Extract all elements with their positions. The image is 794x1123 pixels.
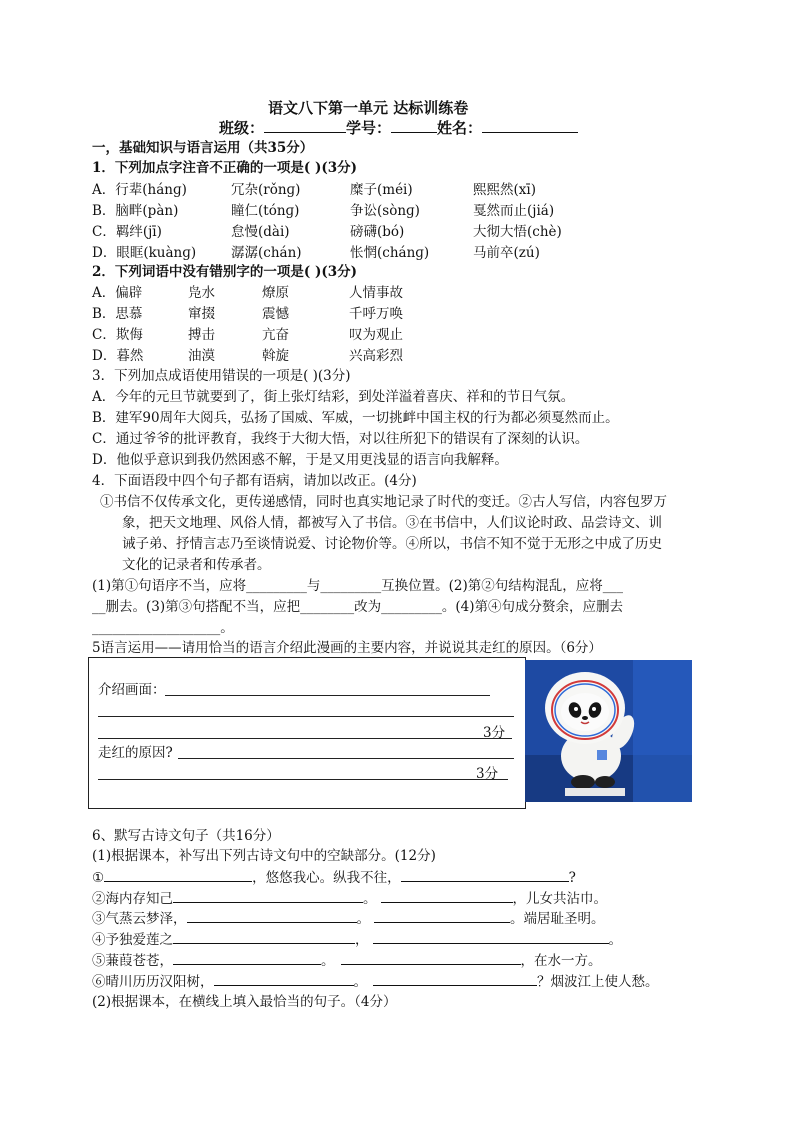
q1-option-cell: 戛然而止(jiá) [473,203,555,219]
q2-option-cell: A．偏辟 [92,285,143,301]
blank[interactable] [373,971,537,986]
q1-option-cell: 争讼(sònɡ) [350,203,420,219]
q1-option-cell: 马前卒(zú) [473,245,540,261]
intro-answer-line[interactable] [98,716,514,717]
q3-option-d: D．他似乎意识到我仍然困惑不解，于是又用更浅显的语言向我解释。 [92,452,508,468]
blank[interactable] [341,950,521,965]
q2-option-cell: 搏击 [188,327,215,343]
q1-stem: 1．下列加点字注音不正确的一项是( )(3分) [92,160,358,176]
blank[interactable] [374,908,510,923]
poem-line-prefix: ③气蒸云梦泽， [92,911,187,927]
q1-option-cell: A．行辈(hánɡ) [92,182,187,198]
q2-option-cell: 人情事故 [349,285,403,301]
q2-option-cell: 叹为观止 [349,327,403,343]
poem-line-prefix: ⑤蒹葭苍苍， [92,953,173,969]
poem-line-mid: 。 [356,911,370,927]
poem-line-end: 。 [608,932,622,948]
intro-answer-line[interactable] [165,695,490,696]
intro-score: 3分 [483,725,506,741]
q4-passage-line: ①书信不仅传承文化，更传递感情，同时也真实地记录了时代的变迁。②古人写信，内容包罗万 [100,494,667,510]
reason-score: 3分 [476,766,499,782]
q2-option-cell: 震憾 [262,306,289,322]
page-title: 语文八下第一单元 达标训练卷 [268,99,469,117]
q1-option-cell: 糜子(méi) [350,182,413,198]
q4-stem: 4．下面语段中四个句子都有语病，请加以改正。(4分) [92,473,417,489]
id-field[interactable] [391,118,437,133]
q3-stem: 3．下列加点成语使用错误的一项是( )(3分) [92,368,351,384]
blank[interactable] [214,971,354,986]
student-info [219,118,578,138]
q3-option-c: C．通过爷爷的批评教育，我终于大彻大悟，对以往所犯下的错误有了深刻的认识。 [92,431,589,447]
q4-answer-line: (1)第①句语序不当，应将_________与_________互换位置。(2)第②句结构混乱，应将___ [92,578,623,594]
q2-option-cell: 燎原 [262,285,289,301]
poem-line-mid: 。 [363,891,377,907]
poem-line-end: ? [568,870,576,886]
poem-line-mid: ， [355,932,369,948]
q1-option-cell: 熙熙然(xī) [473,182,536,198]
q4-answer-line: ___________________。 [92,620,234,636]
poem-line-prefix: ④予独爱莲之 [92,932,173,948]
name-field[interactable] [482,118,578,133]
q2-option-cell: D．暮然 [92,348,144,364]
q2-option-cell: B．思慕 [92,306,143,322]
q1-option-cell: 怠慢(dài) [231,224,290,240]
section1-heading: 一，基础知识与语言运用（共35分） [92,140,314,156]
poem-line-3 [92,908,605,929]
class-label: 班级： [219,119,265,137]
q2-option-cell: 斡旋 [262,348,289,364]
poem-line-end: ，在水一方。 [520,953,602,969]
q6-heading: 6、默写古诗文句子（共16分） [92,828,280,844]
q1-option-cell: C．羁绊(jī) [92,224,162,240]
q1-option-cell: 瞳仁(tónɡ) [231,203,300,219]
blank[interactable] [187,908,357,923]
q2-stem: 2．下列词语中没有错别字的一项是( )(3分) [92,264,358,280]
q6-sub2: (2)根据课本，在横线上填入最恰当的句子。（4分） [92,994,397,1010]
blank[interactable] [401,867,569,882]
poem-line-end: 。端居耻圣明。 [510,911,605,927]
q4-answer-line: __删去。(3)第③句搭配不当，应把________改为_________。(4)第④句成分赘余，应删去 [92,599,623,615]
poem-line-2 [92,888,607,909]
poem-line-mid: 。 [321,953,335,969]
poem-line-4 [92,929,622,950]
q1-option-cell: D．眼眶(kuànɡ) [92,245,197,261]
q1-option-cell: 潺潺(chán) [231,245,302,261]
reason-answer-line[interactable] [98,779,508,780]
poem-line-5 [92,950,602,971]
intro-label: 介绍画面： [98,682,166,698]
poem-line-end: ，儿女共沾巾。 [512,891,607,907]
intro-answer-line[interactable] [98,738,512,739]
q2-option-cell: 油漠 [188,348,215,364]
poem-line-1 [92,867,576,888]
q3-option-b: B．建军90周年大阅兵，弘扬了国威、军威，一切挑衅中国主权的行为都必须戛然而止。 [92,410,619,426]
poem-line-mid: ，悠悠我心。纵我不往， [252,870,401,886]
poem-line-6 [92,971,659,992]
q3-option-a: A．今年的元旦节就要到了，街上张灯结彩，到处洋溢着喜庆、祥和的节日气氛。 [92,389,575,405]
q4-passage-line: 象，把天文地理、风俗人情，都被写入了书信。③在书信中，人们议论时政、品尝诗文、训 [122,515,662,531]
poem-line-mid: 。 [353,974,367,990]
blank[interactable] [104,867,252,882]
poem-line-end: ？烟波江上使人愁。 [537,974,659,990]
q4-passage-line: 诫子弟、抒情言志乃至谈情说爱、讨论物价等。④所以，书信不知不觉于无形之中成了历史 [122,536,662,552]
id-label: 学号： [346,119,392,137]
blank[interactable] [381,888,513,903]
q2-option-cell: 凫水 [188,285,215,301]
q2-option-cell: C．欺侮 [92,327,143,343]
poem-line-prefix: ① [92,870,105,886]
q1-option-cell: 冗杂(rǒnɡ) [231,182,301,198]
blank[interactable] [173,950,321,965]
class-field[interactable] [264,118,346,133]
blank[interactable] [173,929,355,944]
mascot-photo [525,660,692,802]
reason-label: 走红的原因? [98,745,173,761]
q5-stem: 5语言运用——请用恰当的语言介绍此漫画的主要内容，并说说其走红的原因。（6分） [92,640,602,656]
q2-option-cell: 窜掇 [188,306,215,322]
q2-option-cell: 千呼万唤 [349,306,403,322]
q4-passage-line: 文化的记录者和传承者。 [122,557,271,573]
blank[interactable] [373,929,609,944]
reason-answer-line[interactable] [178,758,514,759]
blank[interactable] [173,888,363,903]
bing-dwen-dwen-image [525,660,692,802]
q2-option-cell: 亢奋 [262,327,289,343]
poem-line-prefix: ⑥晴川历历汉阳树， [92,974,214,990]
q6-sub1: (1)根据课本，补写出下列古诗文句中的空缺部分。(12分) [92,848,436,864]
q1-option-cell: B．脑畔(pàn) [92,203,179,219]
poem-line-prefix: ②海内存知己 [92,891,173,907]
q2-option-cell: 兴高彩烈 [349,348,403,364]
q1-option-cell: 怅惘(chánɡ) [350,245,430,261]
name-label: 姓名： [437,119,483,137]
q1-option-cell: 磅礴(bó) [350,224,405,240]
q1-option-cell: 大彻大悟(chè) [473,224,562,240]
